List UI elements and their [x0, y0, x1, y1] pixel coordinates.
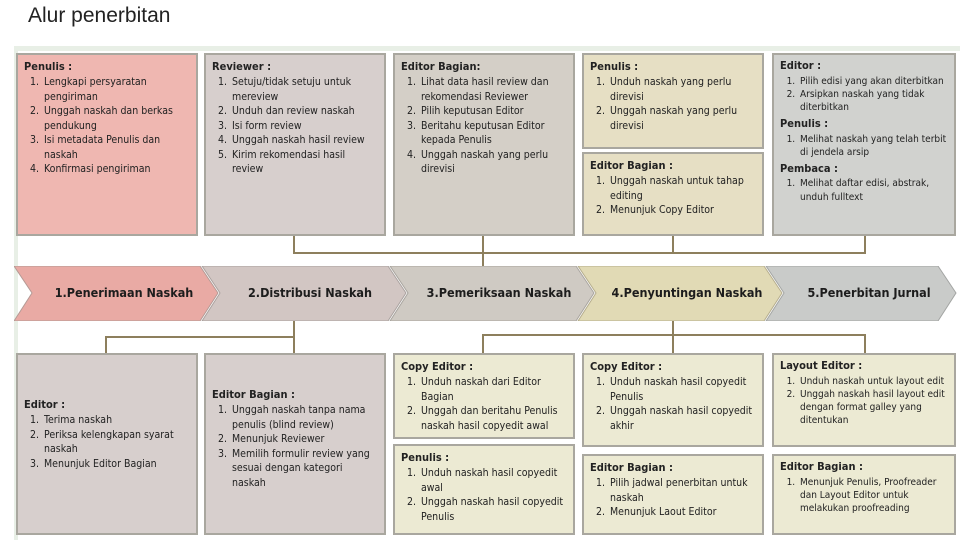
stage-label-1: 1.Penerimaan Naskah: [54, 285, 194, 300]
card-heading: Layout Editor :: [780, 359, 863, 372]
card-heading: Penulis :: [24, 60, 73, 73]
card-penerbitan-roles: [772, 53, 956, 236]
card-heading: Editor Bagian :: [590, 159, 673, 172]
task-list: [212, 403, 378, 490]
card-editor-bagian-jadwal: [582, 454, 764, 535]
card-heading: Penulis :: [401, 451, 450, 464]
task-list: [212, 75, 378, 176]
task-item: 4. Unggah naskah yang perlu direvisi: [419, 148, 567, 177]
task-item: 3. Memilih formulir review yang sesuai dengan kategori naskah: [230, 447, 378, 490]
task-list: [780, 133, 948, 159]
task-item: 1. Unduh naskah yang perlu direvisi: [608, 75, 756, 104]
task-item: 2. Menunjuk Copy Editor: [608, 203, 756, 217]
task-list: [401, 375, 567, 433]
task-list: [590, 375, 756, 433]
stage-label-4: 4.Penyuntingan Naskah: [611, 285, 763, 300]
card-heading: Editor Bagian:: [401, 60, 481, 73]
card-heading: Editor Bagian :: [780, 460, 863, 473]
stage-label-5: 5.Penerbitan Jurnal: [807, 285, 931, 300]
task-list: [780, 375, 948, 428]
card-penulis-copyedit: [393, 444, 575, 535]
task-item: 2. Unduh dan review naskah: [230, 104, 378, 118]
connector-line: [293, 252, 866, 254]
card-heading: Reviewer :: [212, 60, 272, 73]
card-heading: Editor Bagian :: [212, 388, 295, 401]
task-item: 1. Menunjuk Penulis, Proofreader dan Layout Editor untuk melakukan proofreading: [798, 476, 948, 516]
task-list: [590, 476, 756, 519]
card-heading: Editor :: [780, 59, 822, 72]
card-layout-editor: [772, 353, 956, 447]
task-item: 1. Lihat data hasil review dan rekomendasi Reviewer: [419, 75, 567, 104]
task-item: 1. Melihat naskah yang telah terbit di jendela arsip: [798, 133, 948, 159]
task-item: 1. Setuju/tidak setuju untuk mereview: [230, 75, 378, 104]
task-list: [780, 75, 948, 115]
task-item: 1. Terima naskah: [42, 413, 190, 427]
task-item: 3. Isi metadata Penulis dan naskah: [42, 133, 190, 162]
connector-line: [293, 336, 295, 354]
task-list: [780, 177, 948, 203]
card-heading: Copy Editor :: [590, 360, 663, 373]
task-item: 2. Unggah naskah yang perlu direvisi: [608, 104, 756, 133]
task-item: 5. Kirim rekomendasi hasil review: [230, 148, 378, 177]
card-editor-terima: [16, 353, 198, 535]
task-list: [780, 476, 948, 516]
connector-line: [672, 334, 674, 354]
card-editor-bagian-proofreading: [772, 454, 956, 535]
task-item: 2. Menunjuk Reviewer: [230, 432, 378, 446]
connector-line: [105, 336, 295, 338]
page-title: Alur penerbitan: [28, 4, 171, 27]
task-list: [401, 75, 567, 176]
connector-line: [864, 334, 866, 354]
card-heading: Pembaca :: [780, 161, 838, 175]
task-item: 3. Isi form review: [230, 119, 378, 133]
stage-label-2: 2.Distribusi Naskah: [247, 285, 373, 300]
task-item: 1. Unduh naskah hasil copyedit awal: [419, 466, 567, 495]
stage-label-3: 3.Pemeriksaan Naskah: [426, 285, 572, 300]
connector-line: [105, 336, 107, 354]
title-underline: [14, 46, 960, 51]
task-item: 2. Arsipkan naskah yang tidak diterbitkan: [798, 88, 948, 114]
task-item: 4. Konfirmasi pengiriman: [42, 162, 190, 176]
task-item: 1. Melihat daftar edisi, abstrak, unduh fulltext: [798, 177, 948, 203]
task-list: [590, 174, 756, 217]
task-item: 1. Pilih jadwal penerbitan untuk naskah: [608, 476, 756, 505]
task-item: 1. Lengkapi persyaratan pengiriman: [42, 75, 190, 104]
card-editor-bagian-distribusi: [204, 353, 386, 535]
process-flow: [14, 266, 960, 321]
task-item: 2. Unggah naskah dan berkas pendukung: [42, 104, 190, 133]
task-list: [590, 75, 756, 133]
connector-line: [482, 334, 484, 354]
task-item: 3. Menunjuk Editor Bagian: [42, 457, 190, 471]
task-item: 2. Pilih keputusan Editor: [419, 104, 567, 118]
card-heading: Editor :: [24, 398, 66, 411]
task-item: 1. Unggah naskah untuk tahap editing: [608, 174, 756, 203]
task-item: 2. Unggah naskah hasil layout edit dengan format galley yang ditentukan: [798, 388, 948, 428]
card-editor-bagian-review: [393, 53, 575, 236]
task-list: [24, 75, 190, 176]
task-item: 2. Unggah dan beritahu Penulis naskah hasil copyedit awal: [419, 404, 567, 433]
task-item: 1. Unggah naskah tanpa nama penulis (blind review): [230, 403, 378, 432]
task-item: 2. Menunjuk Laout Editor: [608, 505, 756, 519]
card-penulis-submit: [16, 53, 198, 236]
task-item: 1. Unduh naskah hasil copyedit Penulis: [608, 375, 756, 404]
card-penulis-revisi: [582, 53, 764, 149]
card-editor-bagian-editing: [582, 152, 764, 236]
task-list: [401, 466, 567, 524]
task-item: 2. Unggah naskah hasil copyedit Penulis: [419, 495, 567, 524]
task-item: 1. Pilih edisi yang akan diterbitkan: [798, 75, 948, 88]
card-heading: Penulis :: [780, 117, 829, 131]
task-item: 1. Unduh naskah untuk layout edit: [798, 375, 948, 388]
task-item: 3. Beritahu keputusan Editor kepada Penulis: [419, 119, 567, 148]
task-item: 2. Periksa kelengkapan syarat naskah: [42, 428, 190, 457]
card-copy-editor-akhir: [582, 353, 764, 447]
task-item: 1. Unduh naskah dari Editor Bagian: [419, 375, 567, 404]
card-heading: Penulis :: [590, 60, 639, 73]
card-copy-editor-awal: [393, 353, 575, 439]
card-heading: Copy Editor :: [401, 360, 474, 373]
card-reviewer: [204, 53, 386, 236]
task-list: [24, 413, 190, 471]
card-heading: Editor Bagian :: [590, 461, 673, 474]
task-item: 4. Unggah naskah hasil review: [230, 133, 378, 147]
task-item: 2. Unggah naskah hasil copyedit akhir: [608, 404, 756, 433]
